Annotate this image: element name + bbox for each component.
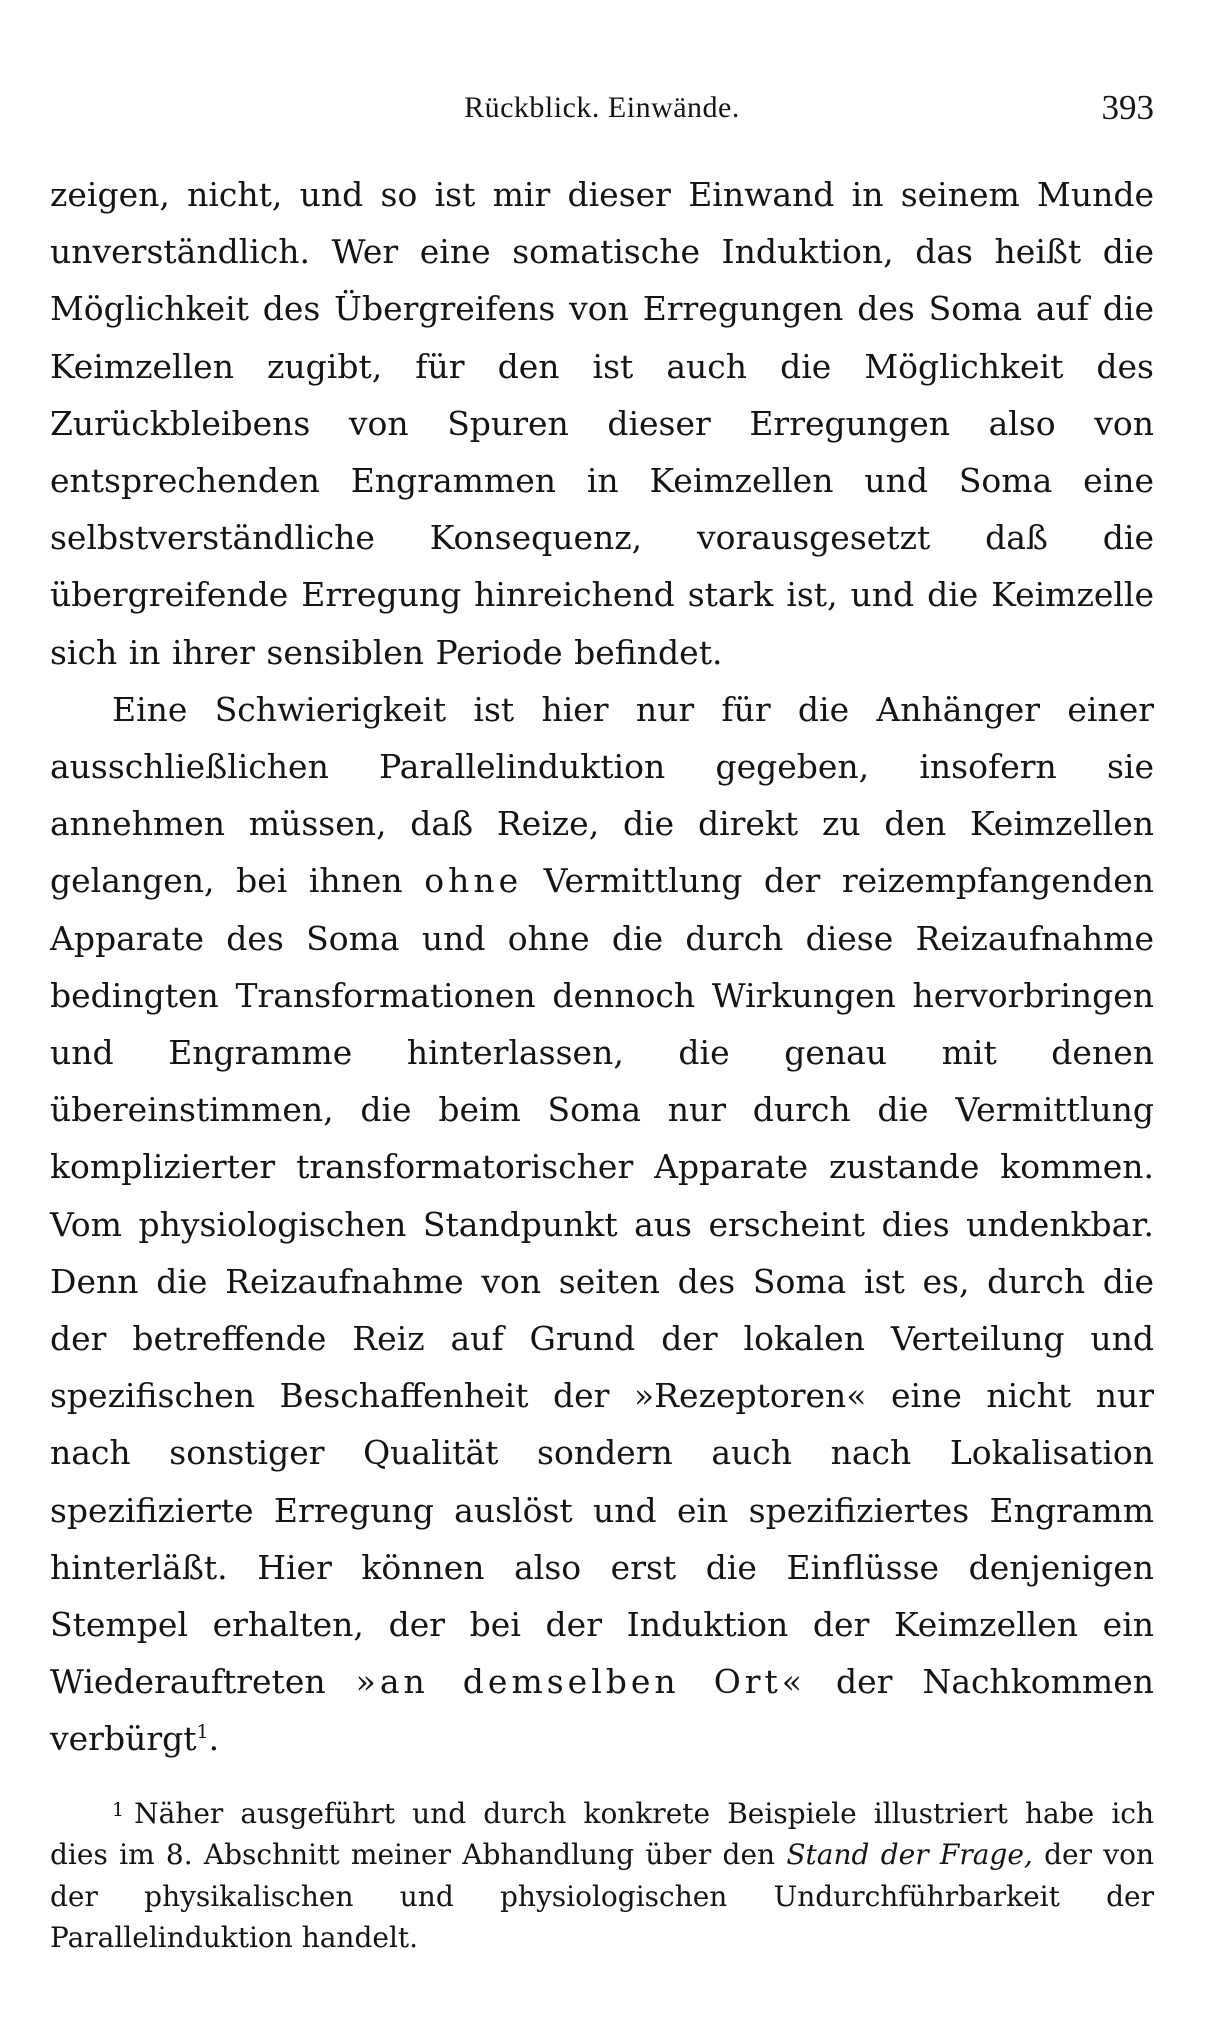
footnote-text-a: Näher ausgeführt und durch konkrete Beispiele illustriert habe ich dies im 8. Abschnitt meiner Abhandlung über den — [50, 1797, 1154, 1872]
paragraph-2 — [50, 681, 1154, 1768]
running-head — [50, 86, 1154, 130]
paragraph-1: zeigen, nicht, und so ist mir dieser Einwand in seinem Munde unverständlich. Wer eine somatische Induktion, das heißt die Möglichkeit des Übergreifens von Erregungen des Soma auf die Keimzellen zugibt, für den ist auch die Möglichkeit des Zurückbleibens von Spuren dieser Erregungen also von entsprechenden Engrammen in Keimzellen und Soma eine selbstverständliche Konsequenz, vorausgesetzt daß die übergreifende Erregung hinreichend stark ist, und die Keimzelle sich in ihrer sensiblen Periode befindet. — [50, 175, 1154, 672]
emphasis-spaced-an-demselben-ort: »an demselben Ort« — [355, 1662, 806, 1702]
footnote-text-b: der von der physikalischen und physiologischen Undurchführbarkeit der Parallelinduktion handelt. — [50, 1838, 1155, 1954]
footnote-reference: 1 — [196, 1721, 209, 1744]
page-number: 393 — [1101, 88, 1154, 127]
page-content — [50, 0, 1154, 2028]
paragraph-2-part-c: der Nachkommen verbürgt — [50, 1662, 1154, 1759]
body-text — [50, 166, 1154, 1768]
footnote-mark: 1 — [112, 1799, 125, 1821]
footnote-1 — [50, 1793, 1154, 1958]
footnote-italic-title: Stand der Frage, — [786, 1838, 1033, 1872]
paragraph-2-end: . — [208, 1719, 220, 1759]
running-title: Rückblick. Einwände. — [464, 91, 740, 124]
paragraph-2-part-b: Vermittlung der reizempfangenden Apparate des Soma und ohne die durch diese Reizaufnahme bedingten Transformationen dennoch Wirkungen hervorbringen und Engramme hinterlassen, die genau mit denen übereinstimmen, die beim Soma nur durch die Vermittlung komplizierter transformatorischer Apparate zustande kommen. Vom physiologischen Standpunkt aus erscheint dies undenkbar. Denn die Reizaufnahme von seiten des Soma ist es, durch die der betreffende Reiz auf Grund der lokalen Verteilung und spezifischen Beschaffenheit der »Rezeptoren« eine nicht nur nach sonstiger Qualität sondern auch nach Lokalisation spezifizierte Erregung auslöst und ein spezifiziertes Engramm hinterläßt. Hier können also erst die Einflüsse denjenigen Stempel erhalten, der bei der Induktion der Keimzellen ein Wiederauftreten — [50, 861, 1154, 1702]
paragraph-2-part-a: Eine Schwierigkeit ist hier nur für die Anhänger einer ausschließlichen Parallelinduktion gegeben, insofern sie annehmen müssen, daß Reize, die direkt zu den Keimzellen gelangen, bei ihnen — [50, 689, 1154, 901]
footnotes — [50, 1793, 1154, 1958]
emphasis-spaced-ohne: ohne — [424, 861, 523, 901]
